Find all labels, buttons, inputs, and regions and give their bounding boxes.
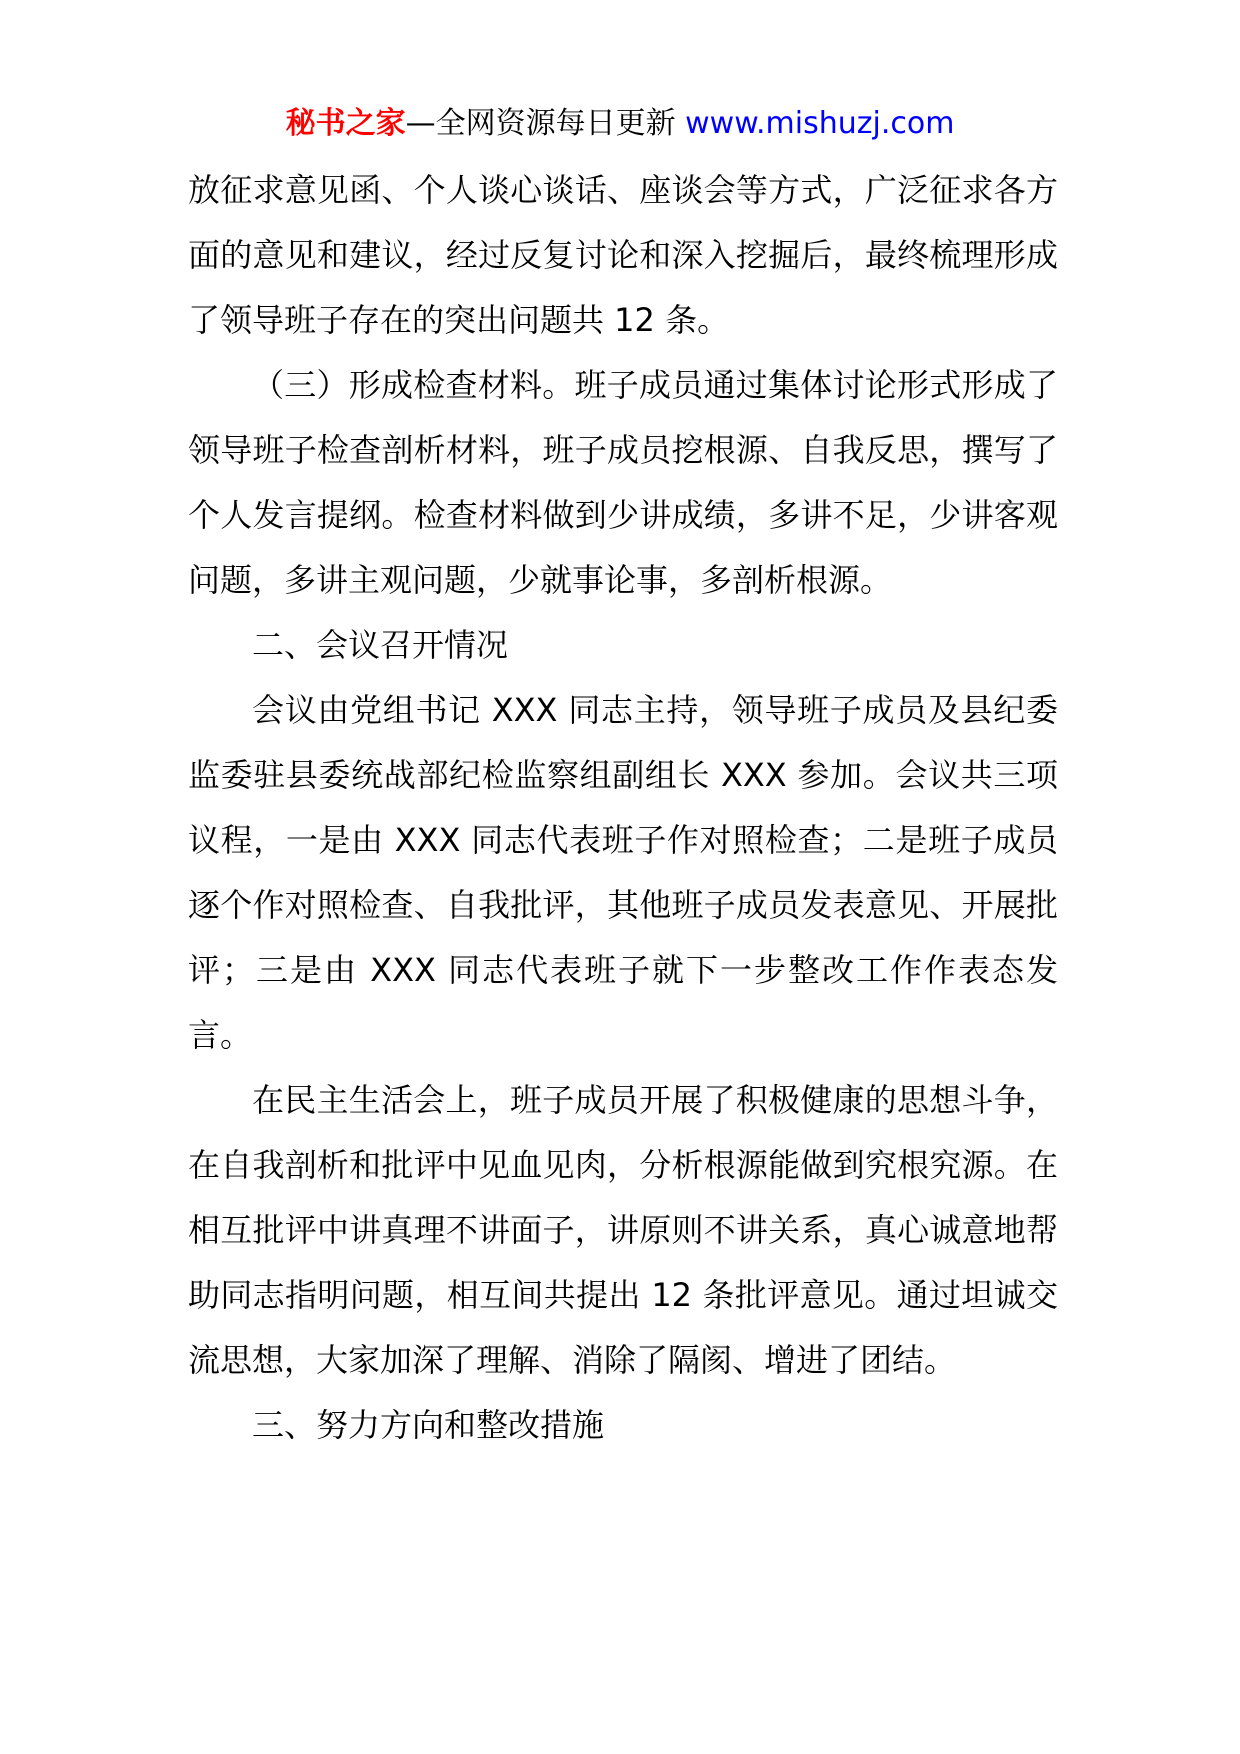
paragraph-continued: 放征求意见函、个人谈心谈话、座谈会等方式，广泛征求各方面的意见和建议，经过反复讨论和深入挖掘后，最终梳理形成了领导班子存在的突出问题共 12 条。 [188,171,1058,339]
section-heading-rectification: 三、努力方向和整改措施 [252,1406,605,1444]
site-header [0,100,1240,148]
section-heading-meeting: 二、会议召开情况 [252,626,509,664]
paragraph-inspection-materials: （三）形成检查材料。班子成员通过集体讨论形式形成了领导班子检查剖析材料，班子成员挖根源、自我反思，撰写了个人发言提纲。检查材料做到少讲成绩，多讲不足，少讲客观问题，多讲主观问题，少就事论事，多剖析根源。 [188,366,1058,599]
paragraph-meeting-summary: 在民主生活会上，班子成员开展了积极健康的思想斗争，在自我剖析和批评中见血见肉，分析根源能做到究根究源。在相互批评中讲真理不讲面子，讲原则不讲关系，真心诚意地帮助同志指明问题，相互间共提出 12 条批评意见。通过坦诚交流思想，大家加深了理解、消除了隔阂、增进了团结。 [188,1081,1058,1379]
document-body [188,158,1058,1458]
site-tagline: —全网资源每日更新 [405,106,676,141]
paragraph-meeting-agenda: 会议由党组书记 XXX 同志主持，领导班子成员及县纪委监委驻县委统战部纪检监察组副组长 XXX 参加。会议共三项议程，一是由 XXX 同志代表班子作对照检查；二是班子成员逐个作对照检查、自我批评，其他班子成员发表意见、开展批评；三是由 XXX 同志代表班子就下一步整改工作作表态发言。 [188,691,1058,1054]
site-url-link[interactable]: www.mishuzj.com [685,106,955,141]
site-brand: 秘书之家 [285,106,406,141]
